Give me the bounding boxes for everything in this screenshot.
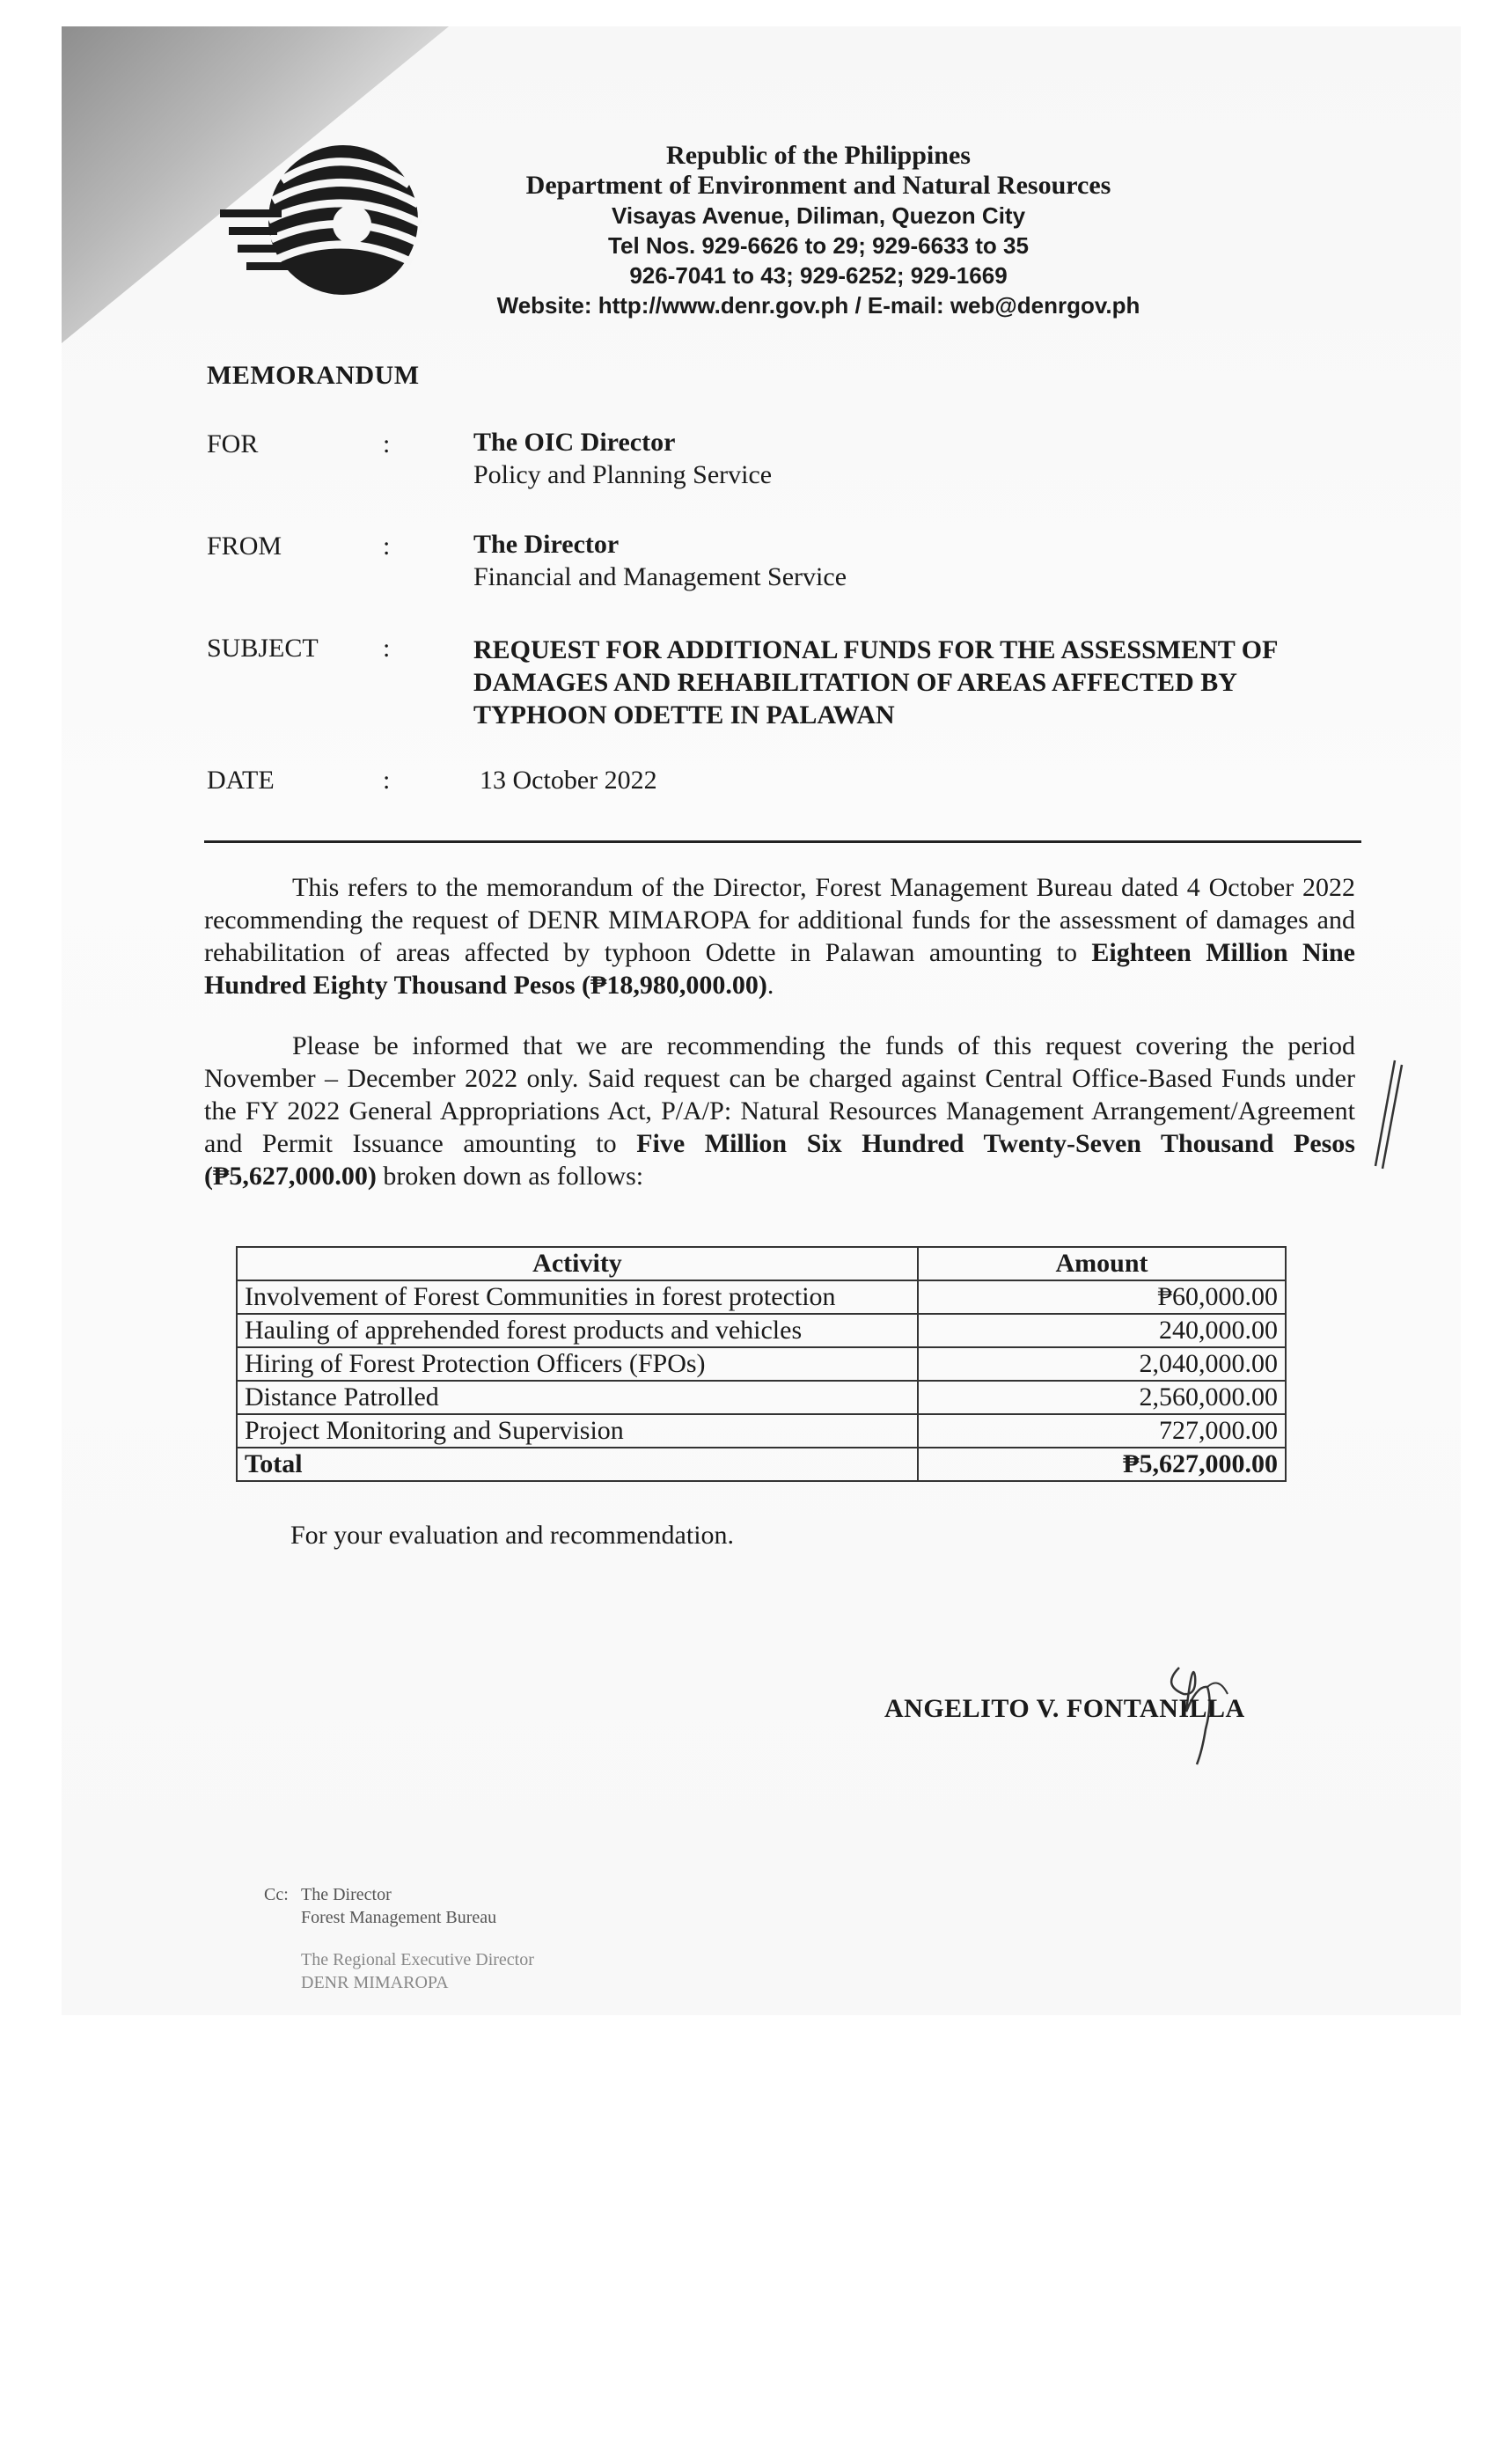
paragraph-1-amount: Eighteen Million Nine Hundred Eighty Thousand Pesos (₱18,980,000.00)	[204, 938, 1355, 1000]
amount-cell: 240,000.00	[918, 1314, 1286, 1347]
activity-cell: Hiring of Forest Protection Officers (FPOs)	[237, 1347, 918, 1381]
cc-recipient-2-title: The Regional Executive Director	[301, 1950, 534, 1969]
letterhead	[422, 141, 1214, 320]
letterhead-phone-2: 926-7041 to 43; 929-6252; 929-1669	[629, 262, 1008, 289]
from-colon: :	[383, 532, 391, 561]
total-label: Total	[237, 1448, 918, 1481]
for-office: Policy and Planning Service	[473, 460, 773, 489]
activity-cell: Project Monitoring and Supervision	[237, 1414, 918, 1448]
total-amount: ₱5,627,000.00	[918, 1448, 1286, 1481]
cc-recipient-1-title: The Director	[301, 1885, 392, 1904]
from-office: Financial and Management Service	[473, 562, 847, 591]
for-label: FOR	[207, 429, 259, 458]
date-label: DATE	[207, 766, 275, 795]
letterhead-republic: Republic of the Philippines	[666, 141, 971, 170]
paragraph-2-text: Please be informed that we are recommending the funds of this request covering the period November – December 2022 only. Said request can be charged against Central Office-Based Funds under the FY 2022 General Appropriations Act, P/A/P: Natural Resources Management Arrangement/Agreement and Permit Issuance amounting to	[204, 1031, 1355, 1158]
amount-header: Amount	[918, 1247, 1286, 1280]
letterhead-department: Department of Environment and Natural Resources	[525, 171, 1111, 200]
paragraph-1	[204, 871, 1355, 1001]
subject-label: SUBJECT	[207, 634, 319, 663]
table-total-row	[237, 1448, 1286, 1481]
table-row	[237, 1347, 1286, 1381]
date-value: 13 October 2022	[480, 766, 657, 795]
paragraph-1-end: .	[766, 971, 774, 1000]
cc-recipient-1-office: Forest Management Bureau	[301, 1908, 497, 1927]
funds-breakdown-table	[236, 1246, 1287, 1482]
activity-cell: Distance Patrolled	[237, 1381, 918, 1414]
for-colon: :	[383, 429, 391, 458]
from-label: FROM	[207, 532, 282, 561]
for-name: The OIC Director	[473, 428, 676, 457]
table-row	[237, 1414, 1286, 1448]
table-row	[237, 1381, 1286, 1414]
header-divider	[204, 840, 1361, 843]
letterhead-phone-1: Tel Nos. 929-6626 to 29; 929-6633 to 35	[608, 232, 1029, 259]
signatory-name: ANGELITO V. FONTANILLA	[884, 1694, 1245, 1723]
subject-text: REQUEST FOR ADDITIONAL FUNDS FOR THE ASSESSMENT OF DAMAGES AND REHABILITATION OF AREAS AFFECTED BY TYPHOON ODETTE IN PALAWAN	[473, 635, 1278, 730]
activity-cell: Hauling of apprehended forest products and vehicles	[237, 1314, 918, 1347]
cc-recipient-2-office: DENR MIMAROPA	[301, 1973, 449, 1992]
amount-cell: ₱60,000.00	[918, 1280, 1286, 1314]
from-name: The Director	[473, 530, 620, 559]
scanned-page	[62, 26, 1461, 2015]
paragraph-1-text: This refers to the memorandum of the Director, Forest Management Bureau dated 4 October 2022 recommending the request of DENR MIMAROPA for additional funds for the assessment of damages and rehabilitation of areas affected by typhoon Odette in Palawan amounting to	[204, 873, 1355, 967]
amount-cell: 2,040,000.00	[918, 1347, 1286, 1381]
activity-header: Activity	[237, 1247, 918, 1280]
activity-cell: Involvement of Forest Communities in forest protection	[237, 1280, 918, 1314]
cc-block	[264, 1883, 534, 1994]
letterhead-address: Visayas Avenue, Diliman, Quezon City	[611, 202, 1026, 229]
table-row	[237, 1314, 1286, 1347]
margin-check-marks	[1368, 1056, 1404, 1170]
amount-cell: 2,560,000.00	[918, 1381, 1286, 1414]
for-value	[473, 426, 772, 491]
table-row	[237, 1280, 1286, 1314]
cc-label: Cc:	[264, 1885, 289, 1904]
paragraph-2	[204, 1030, 1355, 1192]
amount-cell: 727,000.00	[918, 1414, 1286, 1448]
subject-colon: :	[383, 634, 391, 663]
paragraph-2-amount: Five Million Six Hundred Twenty-Seven Thousand Pesos (₱5,627,000.00)	[204, 1129, 1355, 1191]
paragraph-2-end: broken down as follows:	[376, 1162, 644, 1191]
memo-title: MEMORANDUM	[207, 361, 420, 390]
from-value	[473, 528, 847, 593]
letterhead-web-email: Website: http://www.denr.gov.ph / E-mail: web@denrgov.ph	[496, 292, 1140, 319]
date-colon: :	[383, 766, 391, 795]
table-header-row	[237, 1247, 1286, 1280]
denr-logo-icon	[220, 132, 422, 299]
closing-line: For your evaluation and recommendation.	[290, 1521, 735, 1550]
